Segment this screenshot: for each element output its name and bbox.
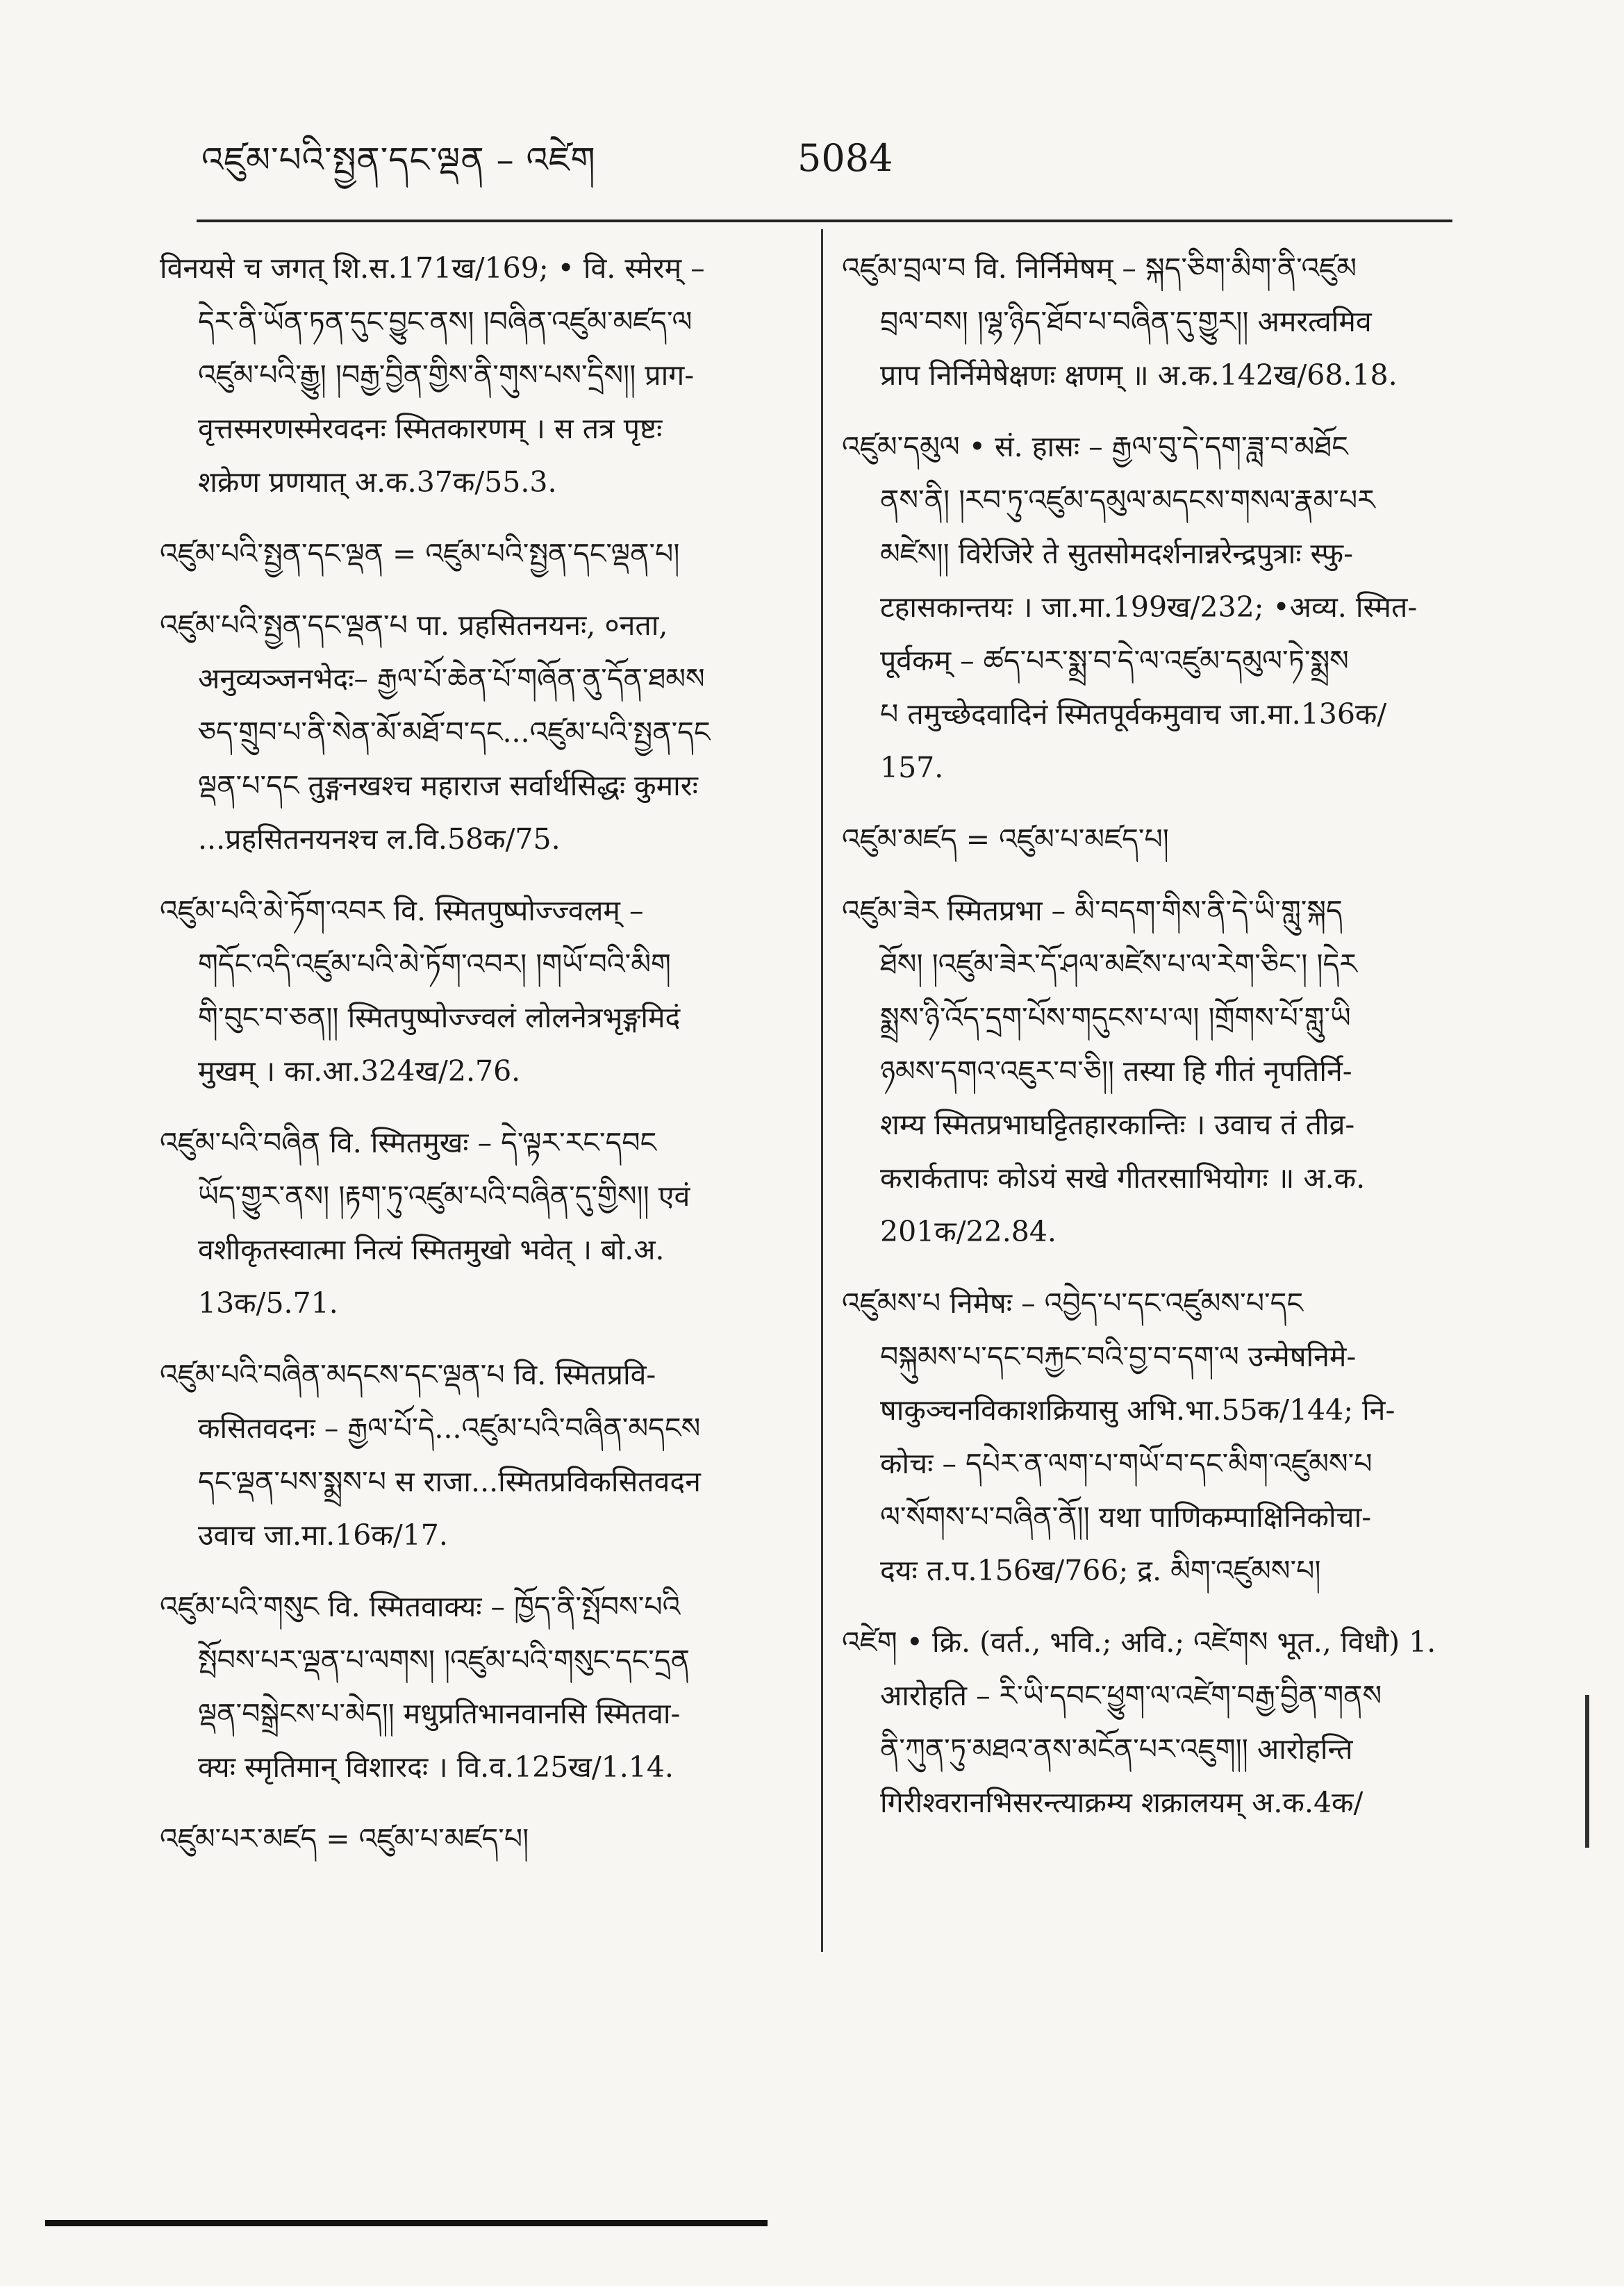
entry-headword-line: विनयसे च जगत् शि.स.171ख/169; • वि. स्मेरम् – — [160, 251, 705, 285]
entry-line: कोचः – དཔེར་ན་ལག་པ་གཡོ་བ་དང་མིག་འཛུམས་པ — [880, 1447, 1373, 1480]
entry-line: 13क/5.71. — [198, 1286, 338, 1320]
entry-line: 201क/22.84. — [880, 1215, 1057, 1248]
left-column — [160, 242, 795, 1884]
entry-line: वशीकृतस्वात्मा नित्यं स्मितमुखो भवेत् । बो.अ. — [198, 1233, 665, 1266]
dictionary-entry — [842, 1616, 1460, 1830]
header-headword-range: འཛུམ་པའི་སྤྱན་དང་ལྡན – འཛེག — [201, 140, 596, 180]
entry-line: ལྡན་པ་དང तुङ्गनखश्च महाराज सर्वार्थसिद्धः कुमारः — [198, 769, 698, 802]
entry-line: 157. — [880, 751, 944, 784]
entry-line: ལྡན་བསྒྲེངས་པ་མེད།། मधुप्रतिभानवानसि स्मितवा- — [198, 1697, 681, 1730]
entry-line: ནས་ནི། །རབ་ཏུ་འཛུམ་དམུལ་མདངས་གསལ་རྣམ་པར — [880, 483, 1375, 517]
entry-line: པ तमुच्छेदवादिनं स्मितपूर्वकमुवाच जा.मा.136क/ — [880, 697, 1387, 731]
entry-headword-line: འཛུམ་པའི་གསུང वि. स्मितवाक्यः – ཁྱོད་ནི་སྤོབས་པའི — [160, 1590, 681, 1623]
right-column — [842, 242, 1460, 1848]
dictionary-entry — [160, 527, 795, 581]
entry-line: བསྐུམས་པ་དང་བརྐྱང་བའི་བྱ་བ་དག་ལ उन्मेषनिमे- — [880, 1340, 1357, 1373]
entry-headword-line: འཛུམ་བྲལ་བ वि. निर्निमेषम् – སྐད་ཅིག་མིག་ནི་འཛུམ — [842, 251, 1357, 285]
entry-headword-line: འཛུམ་ཟེར स्मितप्रभा – མི་བདག་གིས་ནི་དེ་ཡི་གླུ་སྐད — [842, 894, 1343, 927]
dictionary-entry — [160, 1116, 795, 1330]
entry-line: आरोहति – རི་ཡི་དབང་ཕྱུག་ལ་འཛེག་བརྒྱ་བྱིན་གནས — [880, 1679, 1382, 1712]
entry-headword-line: འཛུམ་པའི་མེ་ཏོག་འབར वि. स्मितपुष्पोज्ज्वलम् – — [160, 894, 644, 927]
header-rule — [197, 220, 1452, 222]
entry-line: षाकुञ्चनविकाशक्रियासु अभि.भा.55क/144; नि- — [880, 1393, 1395, 1427]
dictionary-entry — [160, 1812, 795, 1866]
entry-line: དེར་ནི་ཡོན་ཏན་དུང་བྱུང་ནས། །བཞིན་འཛུམ་མཛད་ལ — [198, 305, 693, 338]
dictionary-entry — [160, 242, 795, 509]
entry-line: ...प्रहसितनयनश्च ल.वि.58क/75. — [198, 822, 561, 856]
entry-line: ལ་སོགས་པ་བཞིན་ནོ།། यथा पाणिकम्पाक्षिनिकोचा- — [880, 1500, 1372, 1534]
entry-line: टहासकान्तयः । जा.मा.199ख/232; •अव्य. स्मित- — [880, 590, 1418, 624]
entry-line: ཡོད་གྱུར་ནས། །རྟག་ཏུ་འཛུམ་པའི་བཞིན་དུ་གྱིས།། एवं — [198, 1179, 690, 1213]
entry-headword-line: འཛེག • क्रि. (वर्त., भवि.; अवि.; འཛེགས भूत., विधौ) 1. — [842, 1625, 1436, 1659]
entry-line: कसितवदनः – རྒྱལ་པོ་དེ...འཛུམ་པའི་བཞིན་མདངས — [198, 1411, 701, 1445]
entry-headword-line: འཛུམ་མཛད = འཛུམ་པ་མཛད་པ། — [842, 822, 1169, 856]
entry-line: शक्रेण प्रणयात् अ.क.37क/55.3. — [198, 465, 557, 499]
entry-line: སྨྲས་ཉི་འོད་དྲག་པོས་གདུངས་པ་ལ། །གྲོགས་པོ་གླུ་ཡི — [880, 1001, 1351, 1034]
column-divider — [821, 229, 823, 1952]
entry-line: དང་ལྡན་པས་སྨྲས་པ स राजा...स्मितप्रविकसितवदन — [198, 1465, 701, 1498]
entry-headword-line: འཛུམ་དམུལ • सं. हासः – རྒྱལ་བུ་དེ་དག་ཟླ་བ་མཐོང — [842, 430, 1348, 463]
entry-line: मुखम् । का.आ.324ख/2.76. — [198, 1054, 521, 1088]
entry-headword-line: འཛུམ་པའི་བཞིན་མདངས་དང་ལྡན་པ वि. स्मितप्रवि- — [160, 1358, 656, 1391]
entry-line: करार्कतापः कोऽयं सखे गीतरसाभियोगः ॥ अ.क. — [880, 1161, 1366, 1195]
dictionary-entry — [842, 420, 1460, 795]
entry-line: གདོང་འདི་འཛུམ་པའི་མེ་ཏོག་འབར། །གཡོ་བའི་མིག — [198, 947, 671, 981]
entry-line: བྲལ་བས། །ལྷ་ཉིད་ཐོབ་པ་བཞིན་དུ་གྱུར།། अमरत्वमिव — [880, 305, 1372, 338]
entry-headword-line: འཛུམ་པར་མཛད = འཛུམ་པ་མཛད་པ། — [160, 1822, 529, 1855]
entry-headword-line: འཛུམ་པའི་བཞིན वि. स्मितमुखः – དེ་ལྟར་རང་དབང — [160, 1126, 657, 1159]
entry-line: अनुव्यञ्जनभेदः– རྒྱལ་པོ་ཆེན་པོ་གཞོན་ནུ་དོན་ཐམས — [198, 662, 705, 695]
entry-line: वृत्तस्मरणस्मेरवदनः स्मितकारणम् । स तत्र पृष्टः — [198, 412, 663, 445]
dictionary-entry — [842, 813, 1460, 866]
entry-line: གི་བུང་བ་ཅན།། स्मितपुष्पोज्ज्वलं लोलनेत्रभृङ्गमिदं — [198, 1001, 681, 1034]
entry-line: འཛུམ་པའི་རྒྱུ། །བརྒྱ་བྱིན་གྱིས་ནི་གུས་པས་དྲིས།། प्राग- — [198, 358, 695, 392]
entry-line: མཛེས།། विरेजिरे ते सुतसोमदर्शनान्नरेन्द्रपुत्राः स्फु- — [880, 537, 1353, 570]
dictionary-entry — [160, 1580, 795, 1794]
entry-line: शम्य स्मितप्रभाघट्टितहारकान्तिः । उवाच तं तीव्र- — [880, 1108, 1355, 1141]
dictionary-entry — [842, 884, 1460, 1259]
entry-line: गिरीश्वरानभिसरन्त्याक्रम्य शक्रालयम् अ.क.4क/ — [880, 1786, 1364, 1819]
entry-headword-line: འཛུམས་པ निमेषः – འབྱེད་པ་དང་འཛུམས་པ་དང — [842, 1286, 1303, 1320]
entry-headword-line: འཛུམ་པའི་སྤྱན་དང་ལྡན་པ पा. प्रहसितनयनः, ०नता, — [160, 608, 668, 642]
entry-line: ཉམས་དགའ་འཇུར་བ་ཅི།། तस्या हि गीतं नृपतिर्नि- — [880, 1054, 1352, 1088]
entry-line: पूर्वकम् – ཚད་པར་སྨྲ་བ་དེ་ལ་འཛུམ་དམུལ་ཏེ་སྨྲས — [880, 644, 1349, 677]
bottom-rule — [45, 2220, 768, 2226]
page-number: 5084 — [797, 136, 893, 180]
entry-line: སྤོབས་པར་ལྡན་པ་ལགས། །འཛུམ་པའི་གསུང་དང་དྲན — [198, 1643, 690, 1677]
entry-line: ནི་ཀུན་ཏུ་མཐའ་ནས་མངོན་པར་འཇུག།། आरोहन्ति — [880, 1732, 1353, 1766]
entry-line: क्यः स्मृतिमान् विशारदः । वि.व.125ख/1.14. — [198, 1750, 674, 1784]
entry-line: दयः त.प.156ख/766; द्र. མིག་འཛུམས་པ། — [880, 1554, 1321, 1587]
entry-line: उवाच जा.मा.16क/17. — [198, 1518, 448, 1552]
entry-line: ཐོས། །འཛུམ་ཟེར་དོ་ཤལ་མཛེས་པ་ལ་རེག་ཅིང་། །དེར — [880, 947, 1357, 981]
dictionary-entry — [160, 599, 795, 866]
entry-headword-line: འཛུམ་པའི་སྤྱན་དང་ལྡན = འཛུམ་པའི་སྤྱན་དང་ལྡན་པ། — [160, 537, 680, 570]
entry-line: प्राप निर्निमेषेक्षणः क्षणम् ॥ अ.क.142ख/68.18. — [880, 358, 1398, 392]
edge-mark — [1585, 1695, 1589, 1848]
dictionary-entry — [842, 1277, 1460, 1598]
dictionary-entry — [160, 1348, 795, 1562]
dictionary-entry — [842, 242, 1460, 402]
dictionary-entry — [160, 884, 795, 1098]
entry-line: ཅད་གྲུབ་པ་ནི་སེན་མོ་མཐོ་བ་དང...འཛུམ་པའི་སྤྱན་དང — [198, 715, 711, 749]
